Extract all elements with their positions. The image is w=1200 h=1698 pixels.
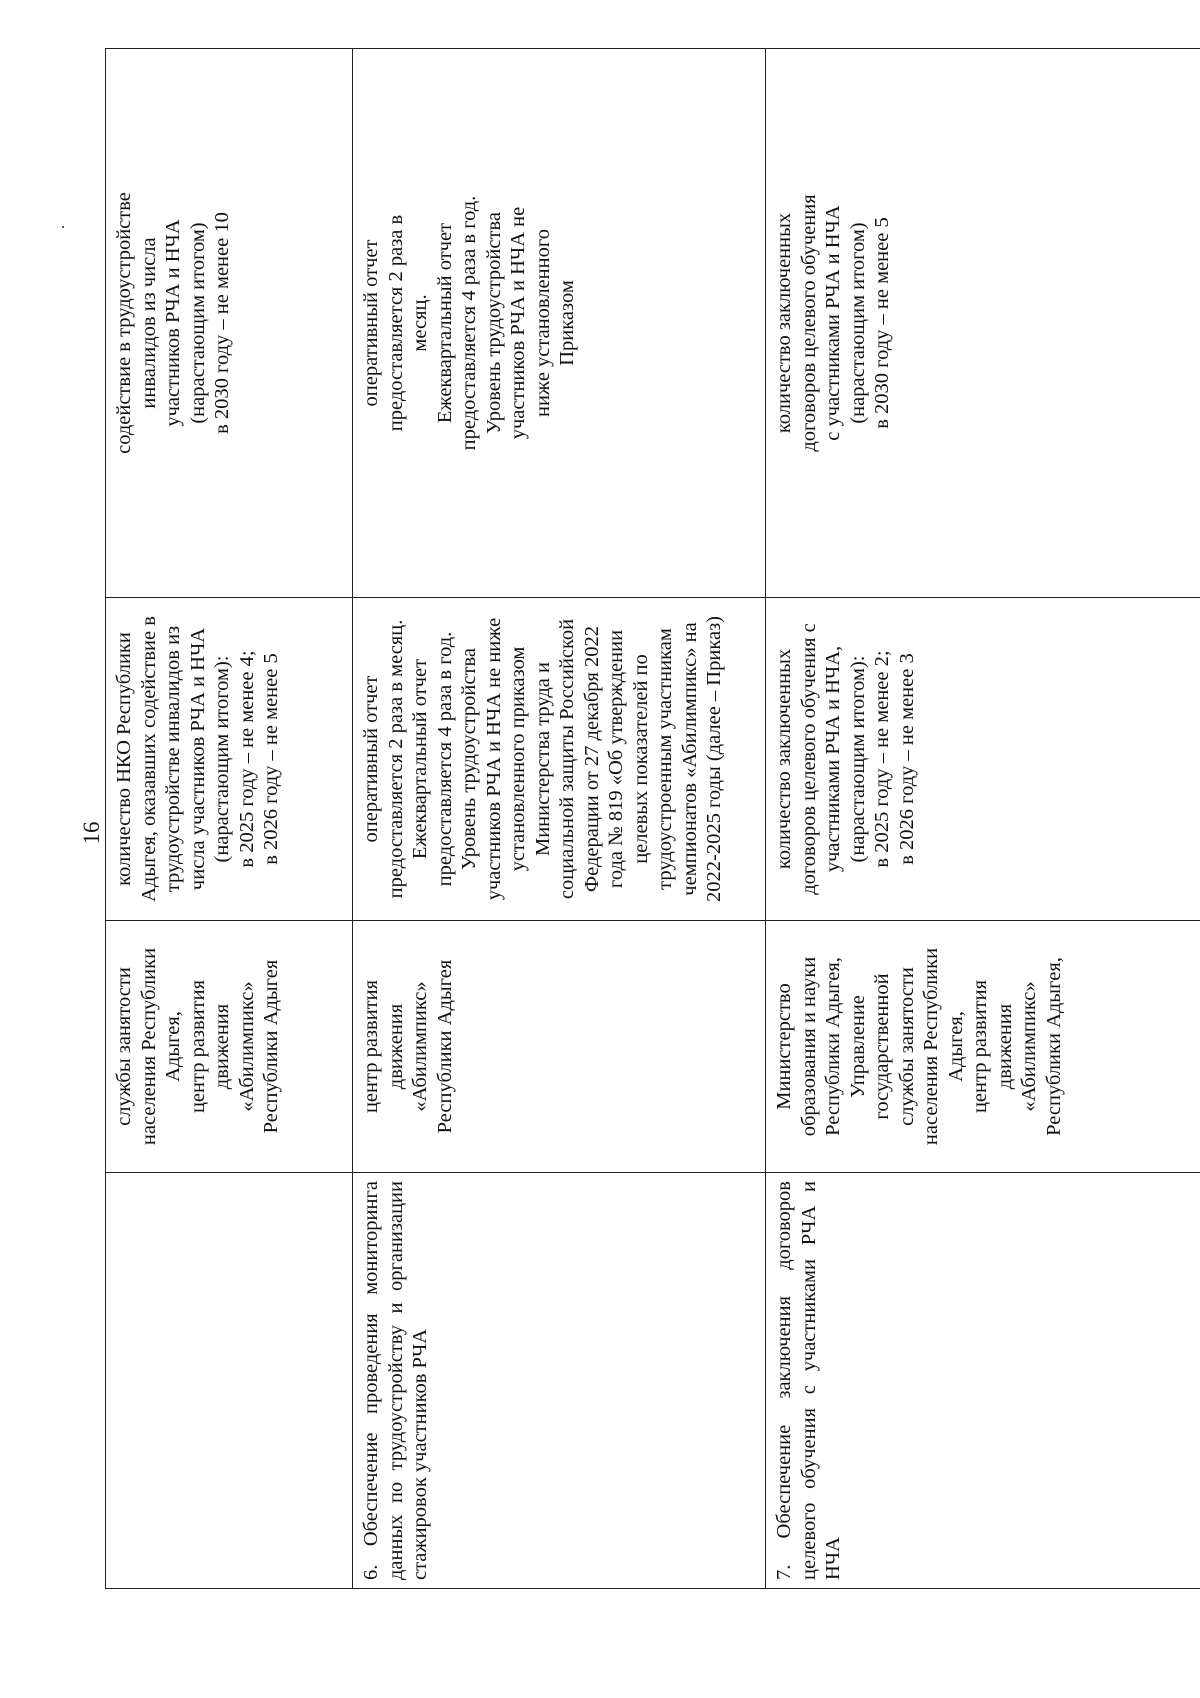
indicator-lines [359, 606, 727, 912]
scan-speck [62, 226, 64, 228]
indicator-2025-2026-cell [106, 598, 353, 921]
indicator-lines [772, 606, 919, 912]
executors-cell [766, 921, 1200, 1173]
text-line: Республики Адыгея, [1042, 957, 1065, 1136]
text-line: центр развития [186, 979, 209, 1114]
text-line: Министерство [773, 983, 795, 1110]
text-line: в 2025 году – не менее 4; [235, 650, 258, 868]
executors-cell [106, 921, 353, 1173]
text-line: трудоустроенным участникам [654, 628, 676, 890]
text-line: центр развития [360, 979, 382, 1114]
indicator-2030-cell [353, 49, 766, 598]
rotated-page-content [105, 49, 1200, 1589]
text-line: государственной [871, 973, 893, 1120]
indicator-2030-cell [106, 49, 353, 598]
text-line: (нарастающим итогом) [186, 222, 209, 424]
text-line: установленного приказом [507, 646, 529, 872]
text-line: в 2030 году – не менее 10 [211, 212, 233, 434]
text-line: Республики Адыгея [433, 959, 456, 1134]
text-line: Адыгея, [162, 1011, 184, 1082]
text-line: инвалидов из числа [137, 237, 160, 409]
text-line: службы занятости [113, 967, 135, 1126]
text-line: населения Республики [920, 947, 942, 1146]
text-line: Уровень трудоустройства [482, 212, 505, 434]
text-line: Министерства труда и [531, 662, 554, 857]
text-line: ниже установленного [531, 229, 554, 418]
text-line: Федерации от 27 декабря 2022 [580, 625, 603, 893]
text-line: участников РЧА и НЧА не [507, 206, 529, 440]
text-line: количество заключенных [773, 212, 795, 434]
text-line: Приказом [556, 280, 578, 366]
text-line: предоставляется 4 раза в год. [458, 195, 480, 451]
text-line: предоставляется 2 раза в [384, 214, 407, 432]
text-line: службы занятости [895, 967, 918, 1126]
text-line: трудоустройстве инвалидов из [162, 625, 184, 893]
text-line: Ежеквартальный отчет [433, 222, 456, 424]
text-line: числа участников РЧА и НЧА [186, 627, 209, 891]
text-line: в 2026 году – не менее 3 [895, 653, 918, 865]
text-line: Адыгея, оказавших содействие в [137, 616, 160, 902]
text-line: «Абилимпикс» [235, 981, 258, 1112]
text-line: содействие в трудоустройстве [113, 192, 135, 454]
text-line: участников РЧА и НЧА не ниже [482, 617, 505, 901]
page-number: 16 [79, 821, 104, 845]
text-line: участниками РЧА и НЧА, [822, 645, 844, 873]
text-line: количество НКО Республики [113, 632, 135, 886]
indicator-2030-cell [766, 49, 1200, 598]
text-line: Уровень трудоустройства [458, 648, 480, 870]
executors-lines [112, 929, 284, 1164]
indicator-2025-2026-cell [766, 598, 1200, 921]
text-line: социальной защиты Российской [556, 618, 578, 900]
text-line: «Абилимпикс» [1018, 981, 1040, 1112]
text-line: 2022-2025 годы (далее – Приказ) [703, 616, 725, 902]
plan-table [105, 48, 1200, 1589]
table-row-6 [353, 49, 766, 1589]
text-line: оперативный отчет [360, 239, 382, 407]
text-line: в 2030 году – не менее 5 [871, 217, 893, 429]
text-line: движения [993, 1003, 1016, 1090]
text-line: договоров целевого обучения [797, 194, 820, 452]
text-line: оперативный отчет [360, 675, 382, 843]
text-line: месяц. [409, 294, 431, 352]
text-line: движения [384, 1003, 407, 1090]
measure-cell-empty [106, 1173, 353, 1589]
text-line: Республики Адыгея [260, 959, 282, 1134]
text-line: целевых показателей по [629, 654, 652, 864]
text-line: Ежеквартальный отчет [409, 658, 431, 860]
text-line: «Абилимпикс» [409, 981, 431, 1112]
text-line: в 2026 году – не менее 5 [260, 653, 282, 865]
text-line: (нарастающим итогом): [211, 655, 233, 863]
text-line: (нарастающим итогом): [846, 655, 869, 863]
text-line: населения Республики [137, 947, 160, 1146]
executors-lines [772, 929, 1066, 1164]
text-line: года № 819 «Об утверждении [605, 629, 627, 889]
text-line: предоставляется 2 раза в месяц. [384, 619, 407, 899]
indicator-lines [772, 57, 895, 589]
executors-cell [353, 921, 766, 1173]
text-line: центр развития [969, 979, 991, 1114]
measure-cell: 6. Обеспечение проведения мониторинга данных по трудоустройству и организации стажировок участников РЧА [353, 1173, 766, 1589]
text-line: образования и науки [797, 956, 820, 1137]
text-line: чемпионатов «Абилимпикс» на [678, 622, 701, 896]
text-line: с участниками РЧА и НЧА [822, 205, 844, 441]
text-line: договоров целевого обучения с [797, 623, 820, 895]
text-line: в 2025 году – не менее 2; [871, 650, 893, 868]
indicator-2025-2026-cell [353, 598, 766, 921]
text-line: (нарастающим итогом) [846, 222, 869, 424]
measure-cell: 7. Обеспечение заключения договоров целевого обучения с участниками РЧА и НЧА [766, 1173, 1200, 1589]
table-row-7 [766, 49, 1200, 1589]
text-line: движения [211, 1003, 233, 1090]
indicator-lines [112, 606, 284, 912]
text-line: участников РЧА и НЧА [162, 219, 184, 427]
indicator-lines [359, 57, 580, 589]
executors-lines [359, 929, 457, 1164]
text-line: предоставляется 4 раза в год. [433, 631, 456, 887]
text-line: количество заключенных [773, 648, 795, 870]
text-line: Адыгея, [944, 1011, 967, 1082]
table-row-continued [106, 49, 353, 1589]
indicator-lines [112, 57, 235, 589]
text-line: Республики Адыгея, [822, 957, 844, 1136]
text-line: Управление [846, 995, 869, 1098]
